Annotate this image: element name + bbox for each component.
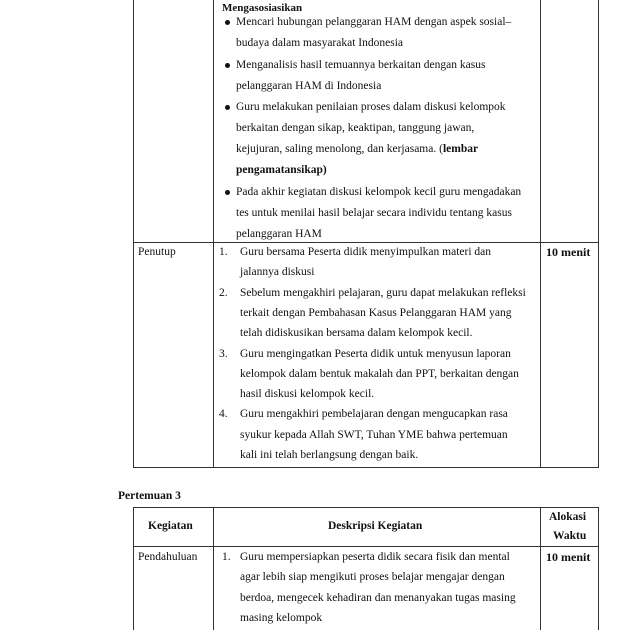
bullet-icon xyxy=(225,190,230,195)
bullet-4-line-1: Pada akhir kegiatan diskusi kelompok kecil guru mengadakan xyxy=(236,186,522,198)
header-deskripsi: Deskripsi Kegiatan xyxy=(328,520,423,532)
penutup-label: Penutup xyxy=(138,246,176,258)
penutup-1-line-1: Guru bersama Peserta didik menyimpulkan materi dan xyxy=(240,246,492,258)
header-kegiatan: Kegiatan xyxy=(148,520,193,532)
bullet-3-line-4: pengamatansikap) xyxy=(236,164,327,176)
bullet-3-line-1: Guru melakukan penilaian proses dalam diskusi kelompok xyxy=(236,101,506,113)
penutup-4-line-1: Guru mengakhiri pembelajaran dengan mengucapkan rasa xyxy=(240,408,508,420)
penutup-3-line-3: hasil diskusi kelompok kecil. xyxy=(240,388,375,400)
penutup-4-line-3: kali ini telah berlangsung dengan baik. xyxy=(240,449,419,461)
pendahuluan-time: 10 menit xyxy=(546,550,591,564)
bullet-icon xyxy=(225,105,230,110)
penutup-1-line-2: jalannya diskusi xyxy=(240,266,315,278)
bullet-icon xyxy=(225,63,230,68)
bullet-1-line-1: Mencari hubungan pelanggaran HAM dengan aspek sosial– xyxy=(236,16,512,28)
bullet-2-line-1: Menganalisis hasil temuannya berkaitan dengan kasus xyxy=(236,59,486,71)
bullet-3-line-3 xyxy=(236,141,478,157)
penutup-num-1: 1. xyxy=(219,246,228,258)
pendahuluan-line-2: agar lebih siap mengikuti proses belajar mengajar dengan xyxy=(240,571,505,583)
pendahuluan-num-1: 1. xyxy=(222,551,231,563)
penutup-time: 10 menit xyxy=(546,245,591,259)
bullet-3-line-2: berkaitan dengan sikap, keaktipan, tanggung jawan, xyxy=(236,122,475,134)
bullet-3-line-3-text: kejujuran, saling menolong, dan kerjasama. ( xyxy=(236,143,443,155)
bullet-icon xyxy=(225,20,230,25)
penutup-num-3: 3. xyxy=(219,348,228,360)
pertemuan-3-title: Pertemuan 3 xyxy=(118,490,181,502)
penutup-num-2: 2. xyxy=(219,287,228,299)
penutup-3-line-1: Guru mengingatkan Peserta didik untuk menyusun laporan xyxy=(240,348,511,360)
penutup-2-line-2: terkait dengan Pembahasan Kasus Pelanggaran HAM yang xyxy=(240,307,512,319)
header-alokasi: Alokasi xyxy=(549,511,587,523)
bullet-4-line-3: pelanggaran HAM xyxy=(236,228,322,240)
pendahuluan-line-4: masing kelompok xyxy=(240,612,323,624)
penutup-2-line-1: Sebelum mengakhiri pelajaran, guru dapat melakukan refleksi xyxy=(240,287,526,299)
header-waktu: Waktu xyxy=(553,530,587,542)
lembar-text: lembar xyxy=(442,143,479,155)
bullet-1-line-2: budaya dalam masyarakat Indonesia xyxy=(236,37,404,49)
bullet-2-line-2: pelanggaran HAM di Indonesia xyxy=(236,80,382,92)
pendahuluan-line-3: berdoa, mengecek kehadiran dan menanyakan tugas masing xyxy=(240,592,516,604)
penutup-4-line-2: syukur kepada Allah SWT, Tuhan YME bahwa pertemuan xyxy=(240,429,508,441)
pendahuluan-label: Pendahuluan xyxy=(138,551,198,563)
penutup-3-line-2: kelompok dalam bentuk makalah dan PPT, berkaitan dengan xyxy=(240,368,519,380)
penutup-2-line-3: telah didiskusikan bersama dalam kelompok kecil. xyxy=(240,327,473,339)
penutup-num-4: 4. xyxy=(219,408,228,420)
heading-mengasosiasikan: Mengasosiasikan xyxy=(222,2,303,14)
pendahuluan-line-1: Guru mempersiapkan peserta didik secara fisik dan mental xyxy=(240,551,510,563)
bullet-4-line-2: tes untuk menilai hasil belajar secara individu tentang kasus xyxy=(236,207,512,219)
